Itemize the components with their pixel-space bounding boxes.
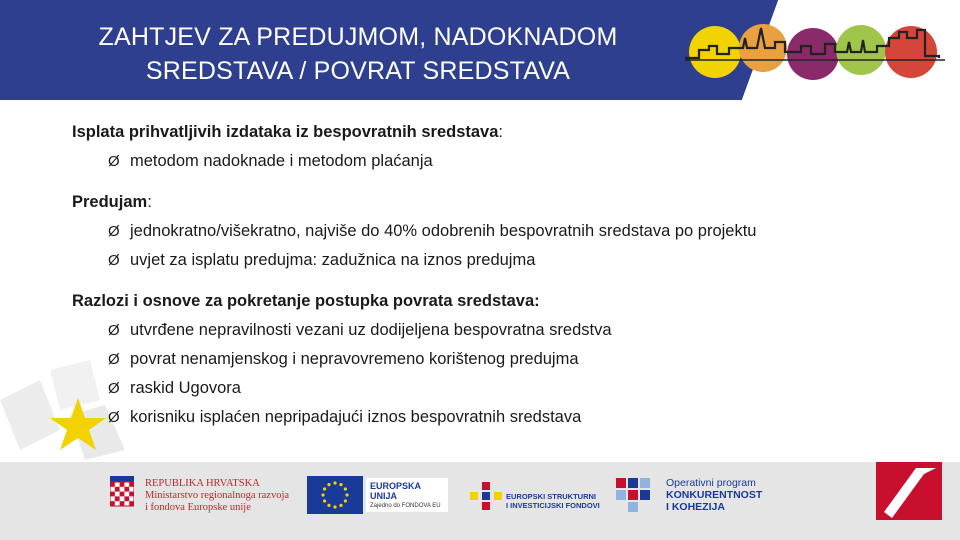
arrow-bullet-icon: Ø	[108, 380, 120, 397]
main-content	[72, 118, 932, 444]
op-kik-logo-icon	[616, 474, 660, 514]
page-title	[18, 20, 698, 88]
section-heading: Predujam:	[72, 193, 152, 211]
eu-flag-icon	[307, 476, 363, 514]
city-skyline-icon	[685, 16, 945, 80]
list-item: Ø korisniku isplaćen nepripadajući iznos bespovratnih sredstava	[72, 403, 932, 432]
section-heading: Isplata prihvatljivih izdataka iz bespovratnih sredstava:	[72, 123, 503, 141]
list-item: Ø raskid Ugovora	[72, 374, 932, 403]
list-item: Ø utvrđene nepravilnosti vezani uz dodijeljena bespovratna sredstva	[72, 316, 932, 345]
eu-logo-text: EUROPSKA UNIJA Zajedno do FONDOVA EU	[366, 478, 448, 512]
arrow-bullet-icon: Ø	[108, 351, 120, 368]
arrow-bullet-icon: Ø	[108, 153, 120, 170]
list-item: Ø jednokratno/višekratno, najviše do 40% odobrenih bespovratnih sredstava po projektu	[72, 217, 932, 246]
section-isplata	[72, 118, 932, 176]
op-kik-logo-text: Operativni program KONKURENTNOST I KOHEZIJA	[666, 477, 763, 513]
red-corner-logo-icon	[876, 462, 942, 520]
list-item: Ø uvjet za isplatu predujma: zadužnica na iznos predujma	[72, 246, 932, 275]
esi-funds-logo-text: EUROPSKI STRUKTURNI I INVESTICIJSKI FONDOVI	[506, 492, 600, 510]
ministry-logo-text: REPUBLIKA HRVATSKA Ministarstvo regionalnoga razvoja i fondova Europske unije	[145, 478, 290, 513]
section-heading: Razlozi i osnove za pokretanje postupka povrata sredstava:	[72, 292, 540, 310]
list-item: Ø povrat nenamjenskog i nepravovremeno korištenog predujma	[72, 345, 932, 374]
arrow-bullet-icon: Ø	[108, 252, 120, 269]
arrow-bullet-icon: Ø	[108, 409, 120, 426]
list-item: Ø metodom nadoknade i metodom plaćanja	[72, 147, 932, 176]
section-predujam	[72, 188, 932, 275]
section-razlozi	[72, 287, 932, 432]
croatia-coat-of-arms-icon	[110, 476, 134, 512]
header	[0, 0, 960, 100]
title-line-2: SREDSTAVA / POVRAT SREDSTAVA	[145, 57, 571, 85]
title-line-1: ZAHTJEV ZA PREDUJMOM, NADOKNADOM	[98, 23, 618, 51]
esi-funds-logo-icon	[470, 482, 504, 512]
arrow-bullet-icon: Ø	[108, 322, 120, 339]
arrow-bullet-icon: Ø	[108, 223, 120, 240]
